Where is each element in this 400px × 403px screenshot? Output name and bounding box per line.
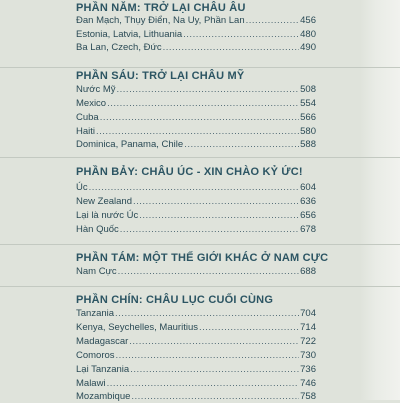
- leader-dots: [130, 363, 299, 376]
- entry-page-number: 490: [300, 42, 316, 53]
- part-five-section: [0, 0, 400, 68]
- entry-page-number: 456: [300, 15, 316, 26]
- entry-page-number: 704: [300, 308, 316, 319]
- leader-dots: [115, 307, 299, 320]
- leader-dots: [199, 321, 299, 334]
- toc-entry: [76, 41, 316, 54]
- entry-page-number: 746: [300, 378, 316, 389]
- entry-label: Nam Cực: [76, 266, 117, 277]
- entry-page-number: 688: [300, 266, 316, 277]
- entry-page-number: 656: [300, 210, 316, 221]
- leader-dots: [131, 390, 299, 403]
- toc-entry: [76, 125, 316, 138]
- toc-entry: [76, 377, 316, 390]
- part-title: PHẦN CHÍN: CHÂU LỤC CUỐI CÙNG: [76, 294, 274, 306]
- leader-dots: [107, 377, 300, 390]
- entry-label: Nước Mỹ: [76, 84, 116, 95]
- leader-dots: [163, 41, 300, 54]
- entry-label: Malawi: [76, 378, 106, 389]
- entry-label: Kenya, Seychelles, Mauritius: [76, 322, 198, 333]
- entry-page-number: 480: [300, 29, 316, 40]
- entry-label: Haiti: [76, 126, 96, 137]
- entry-label: Dominica, Panama, Chile: [76, 139, 184, 150]
- entry-page-number: 554: [300, 98, 316, 109]
- toc-entry: [76, 209, 316, 222]
- leader-dots: [107, 97, 299, 110]
- toc-entry: [76, 97, 316, 110]
- leader-dots: [183, 28, 299, 41]
- entry-page-number: 722: [300, 336, 316, 347]
- entry-page-number: 580: [300, 126, 316, 137]
- part-nine-section: [0, 286, 400, 400]
- toc-entry: [76, 363, 316, 376]
- entry-label: Lại là nước Úc: [76, 210, 139, 221]
- leader-dots: [120, 223, 299, 236]
- entry-label: Hàn Quốc: [76, 224, 119, 235]
- leader-dots: [89, 181, 300, 194]
- entry-label: Lại Tanzania: [76, 364, 130, 375]
- leader-dots: [117, 83, 300, 96]
- entry-page-number: 714: [300, 322, 316, 333]
- toc-entry: [76, 14, 316, 27]
- toc-entry: [76, 223, 316, 236]
- toc-entry: [76, 28, 316, 41]
- toc-entry: [76, 349, 316, 362]
- leader-dots: [184, 138, 299, 151]
- toc-entry: [76, 390, 316, 403]
- entry-page-number: 678: [300, 224, 316, 235]
- entry-page-number: 604: [300, 182, 316, 193]
- entry-label: Tanzania: [76, 308, 115, 319]
- leader-dots: [116, 349, 300, 362]
- entry-label: Estonia, Latvia, Lithuania: [76, 29, 183, 40]
- entry-page-number: 508: [300, 84, 316, 95]
- leader-dots: [118, 265, 299, 278]
- part-seven-section: [0, 157, 400, 245]
- toc-entry: [76, 83, 316, 96]
- entry-label: Đan Mạch, Thụy Điển, Na Uy, Phần Lan: [76, 15, 245, 26]
- leader-dots: [133, 195, 299, 208]
- toc-entry: [76, 111, 316, 124]
- entry-page-number: 736: [300, 364, 316, 375]
- entry-label: Mexico: [76, 98, 107, 109]
- part-eight-section: [0, 244, 400, 287]
- entry-page-number: 758: [300, 391, 316, 402]
- part-six-section: [0, 67, 400, 158]
- part-title: PHẦN NĂM: TRỞ LẠI CHÂU ÂU: [76, 2, 246, 14]
- entry-label: Comoros: [76, 350, 115, 361]
- entry-label: Madagascar: [76, 336, 129, 347]
- entry-label: Ba Lan, Czech, Đức: [76, 42, 162, 53]
- entry-page-number: 730: [300, 350, 316, 361]
- entry-label: Mozambique: [76, 391, 131, 402]
- toc-entry: [76, 307, 316, 320]
- toc-entry: [76, 335, 316, 348]
- leader-dots: [246, 14, 300, 27]
- entry-page-number: 636: [300, 196, 316, 207]
- leader-dots: [100, 111, 299, 124]
- entry-page-number: 588: [300, 139, 316, 150]
- toc-entry: [76, 321, 316, 334]
- entry-label: Cuba: [76, 112, 99, 123]
- part-title: PHẦN SÁU: TRỞ LẠI CHÂU MỸ: [76, 70, 245, 82]
- leader-dots: [139, 209, 299, 222]
- entry-page-number: 566: [300, 112, 316, 123]
- leader-dots: [129, 335, 299, 348]
- entry-label: New Zealand: [76, 196, 132, 207]
- toc-entry: [76, 265, 316, 278]
- entry-label: Úc: [76, 182, 88, 193]
- leader-dots: [96, 125, 299, 138]
- toc-entry: [76, 138, 316, 151]
- toc-entry: [76, 195, 316, 208]
- part-title: PHẦN BẢY: CHÂU ÚC - XIN CHÀO KỶ ỨC!: [76, 166, 303, 178]
- toc-entry: [76, 181, 316, 194]
- part-title: PHẦN TÁM: MỘT THẾ GIỚI KHÁC Ở NAM CỰC: [76, 252, 329, 264]
